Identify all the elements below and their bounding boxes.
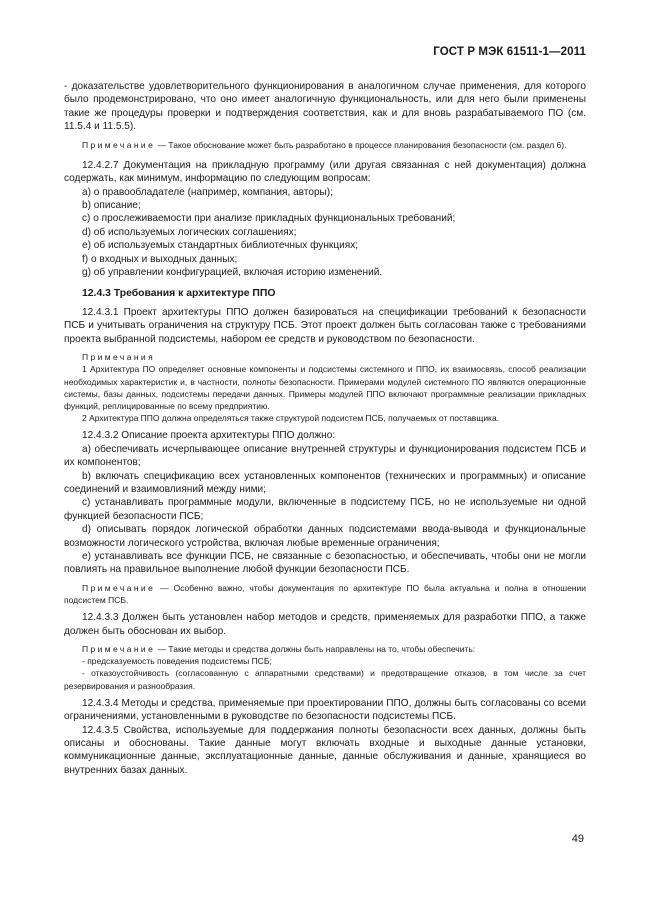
note-text: — Особенно важно, чтобы документация по архитектуре ПО была актуальна и полна в отношении подсистем ПСБ.: [64, 582, 586, 605]
clause-12-4-3-5: 12.4.3.5 Свойства, используемые для поддержания полноты безопасности всех данных, должны быть описаны и обоснованы. Такие данные могут включать входные и выходные данные установки, коммуникационные данные, эксплуатационные данные, данные обслуживания и данные, хранящиеся во внутренних базах данных.: [64, 724, 586, 776]
document-header: ГОСТ Р МЭК 61511-1—2011: [433, 46, 586, 58]
list-item: a) о правообладателе (например, компания, авторы);: [82, 186, 333, 198]
list-item: c) устанавливать программные модули, включенные в подсистему ПСБ, но не используемые ни одной функцией безопасности ПСБ;: [64, 497, 586, 522]
document-body: [64, 80, 586, 777]
clause-12-4-3-1: 12.4.3.1 Проект архитектуры ППО должен базироваться на спецификации требований к безопасности ПСБ и учитывать ограничения на структуру ПСБ. Этот проект должен быть согласован также с требованиями проекта выбранной подсистемы, набором ее средств и руководством по безопасности.: [64, 306, 586, 345]
list-item: a) обеспечивать исчерпывающее описание внутренней структуры и функционирования подсистем ПСБ и их компонентов;: [64, 443, 586, 469]
list-item: d) об используемых логических соглашениях;: [82, 226, 297, 238]
list-item: d) описывать порядок логической обработки данных подсистемами ввода-вывода и функциональные возможности логического устройства, включая любые временные ограничения;: [64, 524, 586, 549]
note-4: [64, 643, 586, 655]
note-1: 1 Архитектура ПО определяет основные компоненты и подсистемы системного и ППО, их взаимосвязь, способ реализации необходимых характеристик и, в частности, полноты безопасности. Примерами модулей системного ПО являются операционные системы, базы данных, подсистемы передачи данных. Примеры модулей ППО включают программные реализации прикладных функций, реплицированные по всему предприятию.: [64, 364, 586, 411]
list-item: c) о прослеживаемости при анализе прикладных функциональных требований;: [82, 213, 456, 225]
list-item: f) о входных и выходных данных;: [82, 253, 238, 265]
intro-note: [64, 139, 586, 151]
note-3: [64, 582, 586, 606]
note-text: — Такое обоснование может быть разработано в процессе планирования безопасности (см. раздел 6).: [155, 139, 567, 150]
note-label: Примечание: [82, 644, 156, 655]
clause-12-4-3-2: 12.4.3.2 Описание проекта архитектуры ППО должно:: [82, 430, 336, 442]
note-text: — Такие методы и средства должны быть направлены на то, чтобы обеспечить:: [155, 644, 476, 655]
list-item: e) устанавливать все функции ПСБ, не связанные с безопасностью, и обеспечивать, чтобы они не могли повлиять на правильное выполнение любой функции безопасности ПСБ.: [64, 550, 586, 576]
notes-label: Примечания: [82, 352, 156, 363]
clause-12-4-2-7: 12.4.2.7 Документация на прикладную программу (или другая связанная с ней документация) должна содержать, как минимум, информацию по следующим вопросам:: [64, 159, 586, 185]
list-item: e) об используемых стандартных библиотечных функциях;: [82, 240, 359, 252]
note-4-item: - отказоустойчивость (согласованную с аппаратными средствами) и предотвращение отказов, в том числе за счет резервирования и разнообразия.: [64, 668, 586, 691]
intro-paragraph: - доказательстве удовлетворительного функционирования в аналогичном случае применения, для которого было продемонстрировано, что оно имеет аналогичную функциональность, или для него были применены такие же процедуры проверки и подтверждения соответствия, как и для вновь разрабатываемого ПО (см. 11.5.4 и 11.5.5).: [64, 81, 586, 133]
note-label: Примечание: [82, 582, 156, 593]
list-item: g) об управлении конфигурацией, включая историю изменений.: [82, 267, 383, 279]
page-number: 49: [571, 833, 584, 845]
note-2: 2 Архитектура ППО должна определяться также структурой подсистем ПСБ, получаемых от поставщика.: [82, 413, 500, 424]
section-heading-12-4-3: 12.4.3 Требования к архитектуре ППО: [82, 288, 276, 300]
list-item: b) включать спецификацию всех установленных компонентов (технических и программных) и описание соединений и взаимовлияний между ними;: [64, 470, 586, 495]
note-4-item: - предсказуемость поведения подсистемы ПСБ;: [82, 656, 272, 667]
clause-12-4-3-3: 12.4.3.3 Должен быть установлен набор методов и средств, применяемых для разработки ППО, а также должен быть обоснован их выбор.: [64, 612, 586, 637]
note-label: Примечание: [82, 139, 156, 150]
notes-heading: [64, 351, 586, 363]
clause-12-4-3-4: 12.4.3.4 Методы и средства, применяемые при проектировании ППО, должны быть согласованы со всеми ограничениями, установленными в руководстве по безопасности подсистемы ПСБ.: [64, 697, 586, 723]
list-item: b) описание;: [82, 200, 141, 212]
